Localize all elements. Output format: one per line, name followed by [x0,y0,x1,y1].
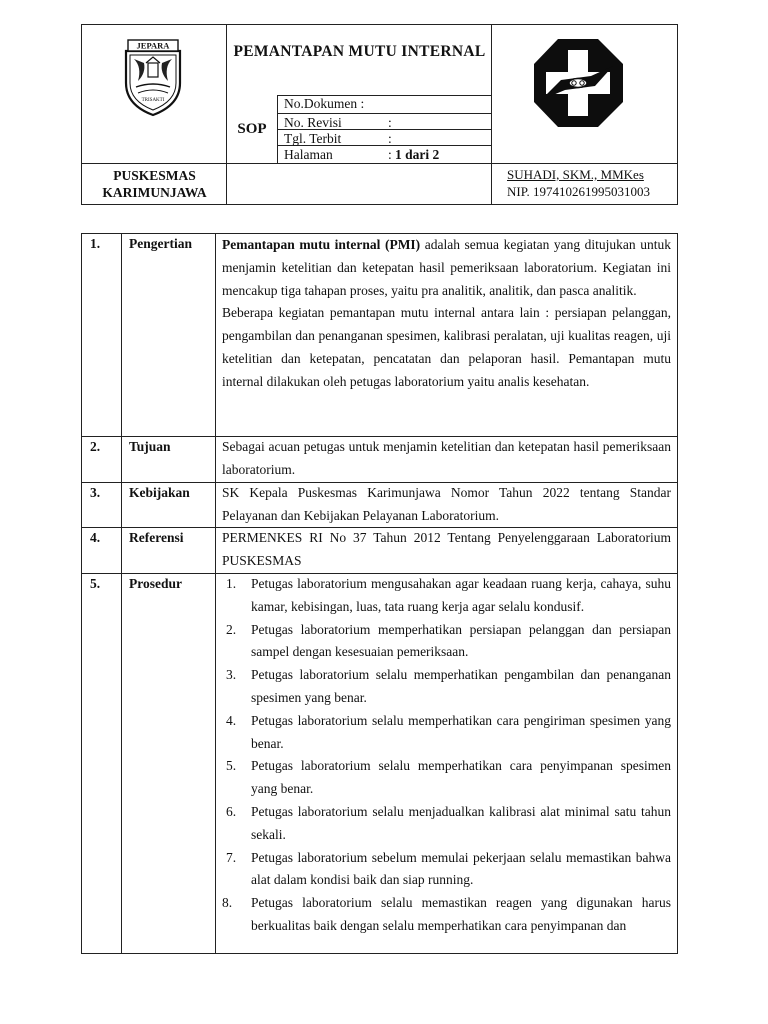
table-divider [215,234,216,953]
row-number: 3. [90,485,101,500]
row-number: 2. [90,439,101,454]
row-label-kebijakan: Kebijakan [129,485,190,500]
row-label-referensi: Referensi [129,530,184,545]
row-number: 1. [90,236,101,251]
meta-halaman: Halaman : 1 dari 2 [284,147,440,162]
header-divider [82,163,677,164]
signatory-nip: NIP. 197410261995031003 [507,184,651,199]
list-item: 4. Petugas laboratorium selalu memperhatikan cara pengiriman spesimen yang benar. [226,712,671,751]
sop-content-table [81,233,678,954]
list-item: 1. Petugas laboratorium mengusahakan agar keadaan ruang kerja, cahaya, suhu kamar, kebisingan, luas, tata ruang kerja agar selalu kondusif. [226,576,671,614]
row-number: 4. [90,530,101,545]
jepara-emblem-logo [120,37,186,117]
pengertian-text: Pemantapan mutu internal (PMI) adalah semua kegiatan yang ditujukan untuk menjamin ketelitian dan ketepatan hasil pemeriksaan laboratorium. Kegiatan ini mencakup tiga tahapan proses, yaitu pra analitik, analitik, dan pasca analitik. Beberapa kegiatan pemantapan mutu internal antara lain : persiapan pelanggan, pengambilan dan penanganan spesimen, kalibrasi peralatan, uji kualitas reagen, uji ketelitian dan ketepatan, pencatatan dan pelaporan hasil. Pemantapan mutu internal dilakukan oleh petugas laboratorium yaitu analis kesehatan. [222,237,671,389]
emblem-motto: TRISAKTI [141,98,165,103]
document-header [81,24,678,205]
emblem-caption: JEPARA [136,40,170,51]
row-number: 5. [90,576,101,591]
prosedur-list [222,573,671,938]
meta-no-dokumen: No.Dokumen : [284,96,365,111]
list-item: 3. Petugas laboratorium selalu memperhatikan pengambilan dan penanganan spesimen yang benar. [226,667,671,705]
signatory-name: SUHADI, SKM., MMKes [507,167,644,182]
row-label-pengertian: Pengertian [129,236,192,251]
referensi-text: PERMENKES RI No 37 Tahun 2012 Tentang Penyelenggaraan Laboratorium PUSKESMAS [222,530,671,568]
row-label-prosedur: Prosedur [129,576,182,591]
list-item: 6. Petugas laboratorium selalu menjadualkan kalibrasi alat minimal satu tahun sekali. [226,803,671,842]
puskesmas-logo [531,36,625,130]
document-title: PEMANTAPAN MUTU INTERNAL [233,43,486,60]
list-item: 8. Petugas laboratorium selalu memastikan reagen yang digunakan harus berkualitas baik dengan selalu memperhatikan cara penyimpanan dan [222,895,671,933]
list-item: 2. Petugas laboratorium memperhatikan persiapan pelanggan dan persiapan sampel dengan kesesuaian pemeriksaan. [226,621,671,660]
header-divider [277,113,491,114]
table-divider [121,234,122,953]
kebijakan-text: SK Kepala Puskesmas Karimunjawa Nomor Tahun 2022 tentang Standar Pelayanan dan Kebijakan Pelayanan Laboratorium. [222,485,671,523]
pmi-term: Pemantapan mutu internal (PMI) [222,237,421,252]
meta-tgl-terbit: Tgl. Terbit : [284,131,392,146]
row-label-tujuan: Tujuan [129,439,171,454]
organization-name: PUSKESMAS KARIMUNJAWA [102,168,207,200]
sop-label: SOP [237,121,267,137]
tujuan-text: Sebagai acuan petugas untuk menjamin ketelitian dan ketepatan hasil pemeriksaan laboratorium. [222,439,671,477]
signatory [507,166,650,200]
meta-no-revisi: No. Revisi : [284,115,392,130]
list-item: 5. Petugas laboratorium selalu memperhatikan cara penyimpanan spesimen yang benar. [226,758,671,797]
list-item: 7. Petugas laboratorium sebelum memulai pekerjaan selalu memastikan bahwa alat dalam kondisi baik dan siap running. [226,849,671,888]
